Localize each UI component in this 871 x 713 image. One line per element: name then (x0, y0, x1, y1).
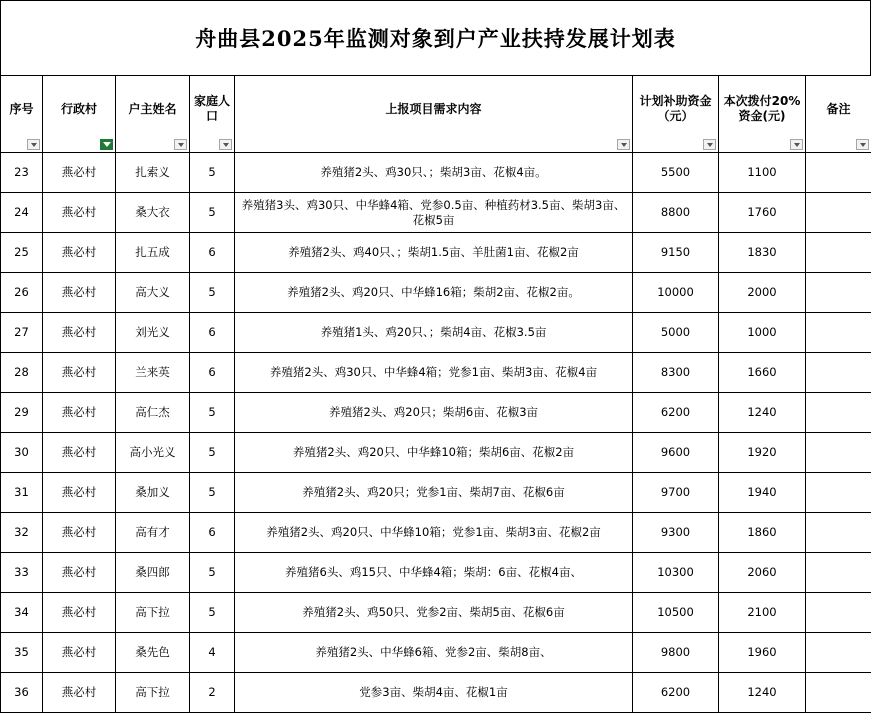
cell-village[interactable]: 燕必村 (43, 433, 116, 473)
cell-name[interactable]: 高下拉 (116, 673, 190, 713)
cell-no[interactable]: 30 (1, 433, 43, 473)
cell-population[interactable]: 6 (190, 513, 235, 553)
cell-content[interactable]: 养殖猪2头、鸡20只、中华蜂10箱；柴胡6亩、花椒2亩 (235, 433, 633, 473)
cell-plan-amount[interactable]: 9600 (633, 433, 719, 473)
cell-payment[interactable]: 1100 (719, 153, 806, 193)
cell-name[interactable]: 桑加义 (116, 473, 190, 513)
cell-plan-amount[interactable]: 8800 (633, 193, 719, 233)
cell-population[interactable]: 5 (190, 393, 235, 433)
cell-note[interactable] (806, 513, 871, 553)
cell-note[interactable] (806, 353, 871, 393)
table-row (1, 593, 871, 633)
cell-payment[interactable]: 1960 (719, 633, 806, 673)
cell-no[interactable]: 33 (1, 553, 43, 593)
cell-village[interactable]: 燕必村 (43, 153, 116, 193)
table-row (1, 193, 871, 233)
table-row (1, 633, 871, 673)
cell-plan-amount[interactable]: 6200 (633, 393, 719, 433)
cell-plan-amount[interactable]: 9150 (633, 233, 719, 273)
dropdown-arrow-icon[interactable] (174, 139, 187, 150)
cell-no[interactable]: 29 (1, 393, 43, 433)
header-label: 行政村 (60, 101, 97, 116)
cell-no[interactable]: 26 (1, 273, 43, 313)
cell-name[interactable]: 高小光义 (116, 433, 190, 473)
cell-name[interactable]: 桑先色 (116, 633, 190, 673)
cell-name[interactable]: 扎索义 (116, 153, 190, 193)
header-note (806, 76, 871, 153)
cell-note[interactable] (806, 153, 871, 193)
cell-plan-amount[interactable]: 5000 (633, 313, 719, 353)
cell-population[interactable]: 5 (190, 553, 235, 593)
header-label: 序号 (9, 101, 34, 116)
cell-note[interactable] (806, 313, 871, 353)
dropdown-arrow-icon[interactable] (27, 139, 40, 150)
table-row (1, 353, 871, 393)
cell-no[interactable]: 36 (1, 673, 43, 713)
cell-population[interactable]: 5 (190, 153, 235, 193)
cell-village[interactable]: 燕必村 (43, 193, 116, 233)
cell-payment[interactable]: 1860 (719, 513, 806, 553)
table-row (1, 513, 871, 553)
header-payment (719, 76, 806, 153)
header-label: 备注 (826, 101, 851, 116)
cell-payment[interactable]: 2100 (719, 593, 806, 633)
cell-village[interactable]: 燕必村 (43, 593, 116, 633)
header-no (1, 76, 43, 153)
cell-content[interactable]: 党参3亩、柴胡4亩、花椒1亩 (235, 673, 633, 713)
table-row (1, 233, 871, 273)
cell-payment[interactable]: 1920 (719, 433, 806, 473)
cell-content[interactable]: 养殖猪3头、鸡30只、中华蜂4箱、党参0.5亩、种植药材3.5亩、柴胡3亩、花椒5亩 (235, 193, 633, 233)
table-row (1, 433, 871, 473)
cell-plan-amount[interactable]: 6200 (633, 673, 719, 713)
cell-name[interactable]: 高下拉 (116, 593, 190, 633)
cell-name[interactable]: 刘光义 (116, 313, 190, 353)
cell-content[interactable]: 养殖猪2头、鸡40只、；柴胡1.5亩、羊肚菌1亩、花椒2亩 (235, 233, 633, 273)
header-population (190, 76, 235, 153)
dropdown-arrow-icon[interactable] (617, 139, 630, 150)
data-table (0, 75, 871, 713)
cell-content[interactable]: 养殖猪2头、鸡20只、中华蜂10箱；党参1亩、柴胡3亩、花椒2亩 (235, 513, 633, 553)
filter-active-icon[interactable] (100, 139, 113, 150)
cell-payment[interactable]: 1830 (719, 233, 806, 273)
cell-plan-amount[interactable]: 8300 (633, 353, 719, 393)
cell-payment[interactable]: 1660 (719, 353, 806, 393)
table-row (1, 313, 871, 353)
cell-plan-amount[interactable]: 9700 (633, 473, 719, 513)
cell-note[interactable] (806, 273, 871, 313)
header-plan-amount (633, 76, 719, 153)
table-row (1, 393, 871, 433)
cell-plan-amount[interactable]: 9300 (633, 513, 719, 553)
cell-no[interactable]: 27 (1, 313, 43, 353)
cell-no[interactable]: 28 (1, 353, 43, 393)
table-row (1, 153, 871, 193)
header-village (43, 76, 116, 153)
cell-no[interactable]: 35 (1, 633, 43, 673)
cell-village[interactable]: 燕必村 (43, 353, 116, 393)
cell-plan-amount[interactable]: 10500 (633, 593, 719, 633)
cell-payment[interactable]: 2060 (719, 553, 806, 593)
table-row (1, 553, 871, 593)
header-label: 上报项目需求内容 (385, 101, 482, 116)
cell-name[interactable]: 兰来英 (116, 353, 190, 393)
cell-note[interactable] (806, 673, 871, 713)
cell-note[interactable] (806, 393, 871, 433)
cell-payment[interactable]: 1000 (719, 313, 806, 353)
cell-content[interactable]: 养殖猪2头、鸡20只、中华蜂16箱；柴胡2亩、花椒2亩。 (235, 273, 633, 313)
cell-content[interactable]: 养殖猪2头、鸡50只、党参2亩、柴胡5亩、花椒6亩 (235, 593, 633, 633)
cell-village[interactable]: 燕必村 (43, 473, 116, 513)
header-label: 计划补助资金（元） (639, 94, 712, 123)
cell-name[interactable]: 扎五成 (116, 233, 190, 273)
cell-name[interactable]: 桑四郎 (116, 553, 190, 593)
cell-no[interactable]: 32 (1, 513, 43, 553)
cell-payment[interactable]: 1240 (719, 673, 806, 713)
cell-note[interactable] (806, 633, 871, 673)
cell-name[interactable]: 高有才 (116, 513, 190, 553)
dropdown-arrow-icon[interactable] (219, 139, 232, 150)
cell-payment[interactable]: 1940 (719, 473, 806, 513)
dropdown-arrow-icon[interactable] (856, 139, 869, 150)
cell-village[interactable]: 燕必村 (43, 633, 116, 673)
table-row (1, 273, 871, 313)
cell-note[interactable] (806, 593, 871, 633)
header-label: 户主姓名 (128, 101, 177, 116)
header-row (1, 76, 871, 153)
cell-note[interactable] (806, 193, 871, 233)
cell-content[interactable]: 养殖猪2头、中华蜂6箱、党参2亩、柴胡8亩、 (235, 633, 633, 673)
dropdown-arrow-icon[interactable] (703, 139, 716, 150)
cell-name[interactable]: 桑大衣 (116, 193, 190, 233)
cell-village[interactable]: 燕必村 (43, 513, 116, 553)
cell-population[interactable]: 5 (190, 433, 235, 473)
cell-no[interactable]: 34 (1, 593, 43, 633)
cell-note[interactable] (806, 553, 871, 593)
cell-village[interactable]: 燕必村 (43, 313, 116, 353)
cell-population[interactable]: 4 (190, 633, 235, 673)
cell-plan-amount[interactable]: 10000 (633, 273, 719, 313)
sheet-title: 舟曲县2025年监测对象到户产业扶持发展计划表 (0, 0, 871, 75)
header-label: 家庭人口 (193, 94, 230, 123)
cell-population[interactable]: 6 (190, 353, 235, 393)
dropdown-arrow-icon[interactable] (790, 139, 803, 150)
cell-payment[interactable]: 1760 (719, 193, 806, 233)
cell-payment[interactable]: 2000 (719, 273, 806, 313)
cell-village[interactable]: 燕必村 (43, 673, 116, 713)
table-row (1, 473, 871, 513)
cell-population[interactable]: 5 (190, 273, 235, 313)
cell-no[interactable]: 25 (1, 233, 43, 273)
cell-no[interactable]: 31 (1, 473, 43, 513)
cell-population[interactable]: 5 (190, 593, 235, 633)
cell-village[interactable]: 燕必村 (43, 553, 116, 593)
cell-note[interactable] (806, 233, 871, 273)
cell-payment[interactable]: 1240 (719, 393, 806, 433)
cell-content[interactable]: 养殖猪2头、鸡30只、中华蜂4箱；党参1亩、柴胡3亩、花椒4亩 (235, 353, 633, 393)
cell-population[interactable]: 5 (190, 473, 235, 513)
cell-name[interactable]: 高仁杰 (116, 393, 190, 433)
cell-content[interactable]: 养殖猪2头、鸡20只；柴胡6亩、花椒3亩 (235, 393, 633, 433)
cell-population[interactable]: 6 (190, 313, 235, 353)
header-content (235, 76, 633, 153)
cell-plan-amount[interactable]: 5500 (633, 153, 719, 193)
cell-name[interactable]: 高大义 (116, 273, 190, 313)
cell-note[interactable] (806, 433, 871, 473)
cell-note[interactable] (806, 473, 871, 513)
header-label: 本次拨付20%资金(元) (723, 94, 801, 123)
cell-plan-amount[interactable]: 9800 (633, 633, 719, 673)
cell-plan-amount[interactable]: 10300 (633, 553, 719, 593)
header-name (116, 76, 190, 153)
table-row (1, 673, 871, 713)
cell-population[interactable]: 5 (190, 193, 235, 233)
cell-population[interactable]: 2 (190, 673, 235, 713)
cell-village[interactable]: 燕必村 (43, 393, 116, 433)
cell-content[interactable]: 养殖猪6头、鸡15只、中华蜂4箱；柴胡：6亩、花椒4亩、 (235, 553, 633, 593)
cell-no[interactable]: 23 (1, 153, 43, 193)
cell-population[interactable]: 6 (190, 233, 235, 273)
cell-content[interactable]: 养殖猪1头、鸡20只、；柴胡4亩、花椒3.5亩 (235, 313, 633, 353)
cell-no[interactable]: 24 (1, 193, 43, 233)
cell-village[interactable]: 燕必村 (43, 273, 116, 313)
cell-content[interactable]: 养殖猪2头、鸡30只、；柴胡3亩、花椒4亩。 (235, 153, 633, 193)
cell-village[interactable]: 燕必村 (43, 233, 116, 273)
cell-content[interactable]: 养殖猪2头、鸡20只；党参1亩、柴胡7亩、花椒6亩 (235, 473, 633, 513)
